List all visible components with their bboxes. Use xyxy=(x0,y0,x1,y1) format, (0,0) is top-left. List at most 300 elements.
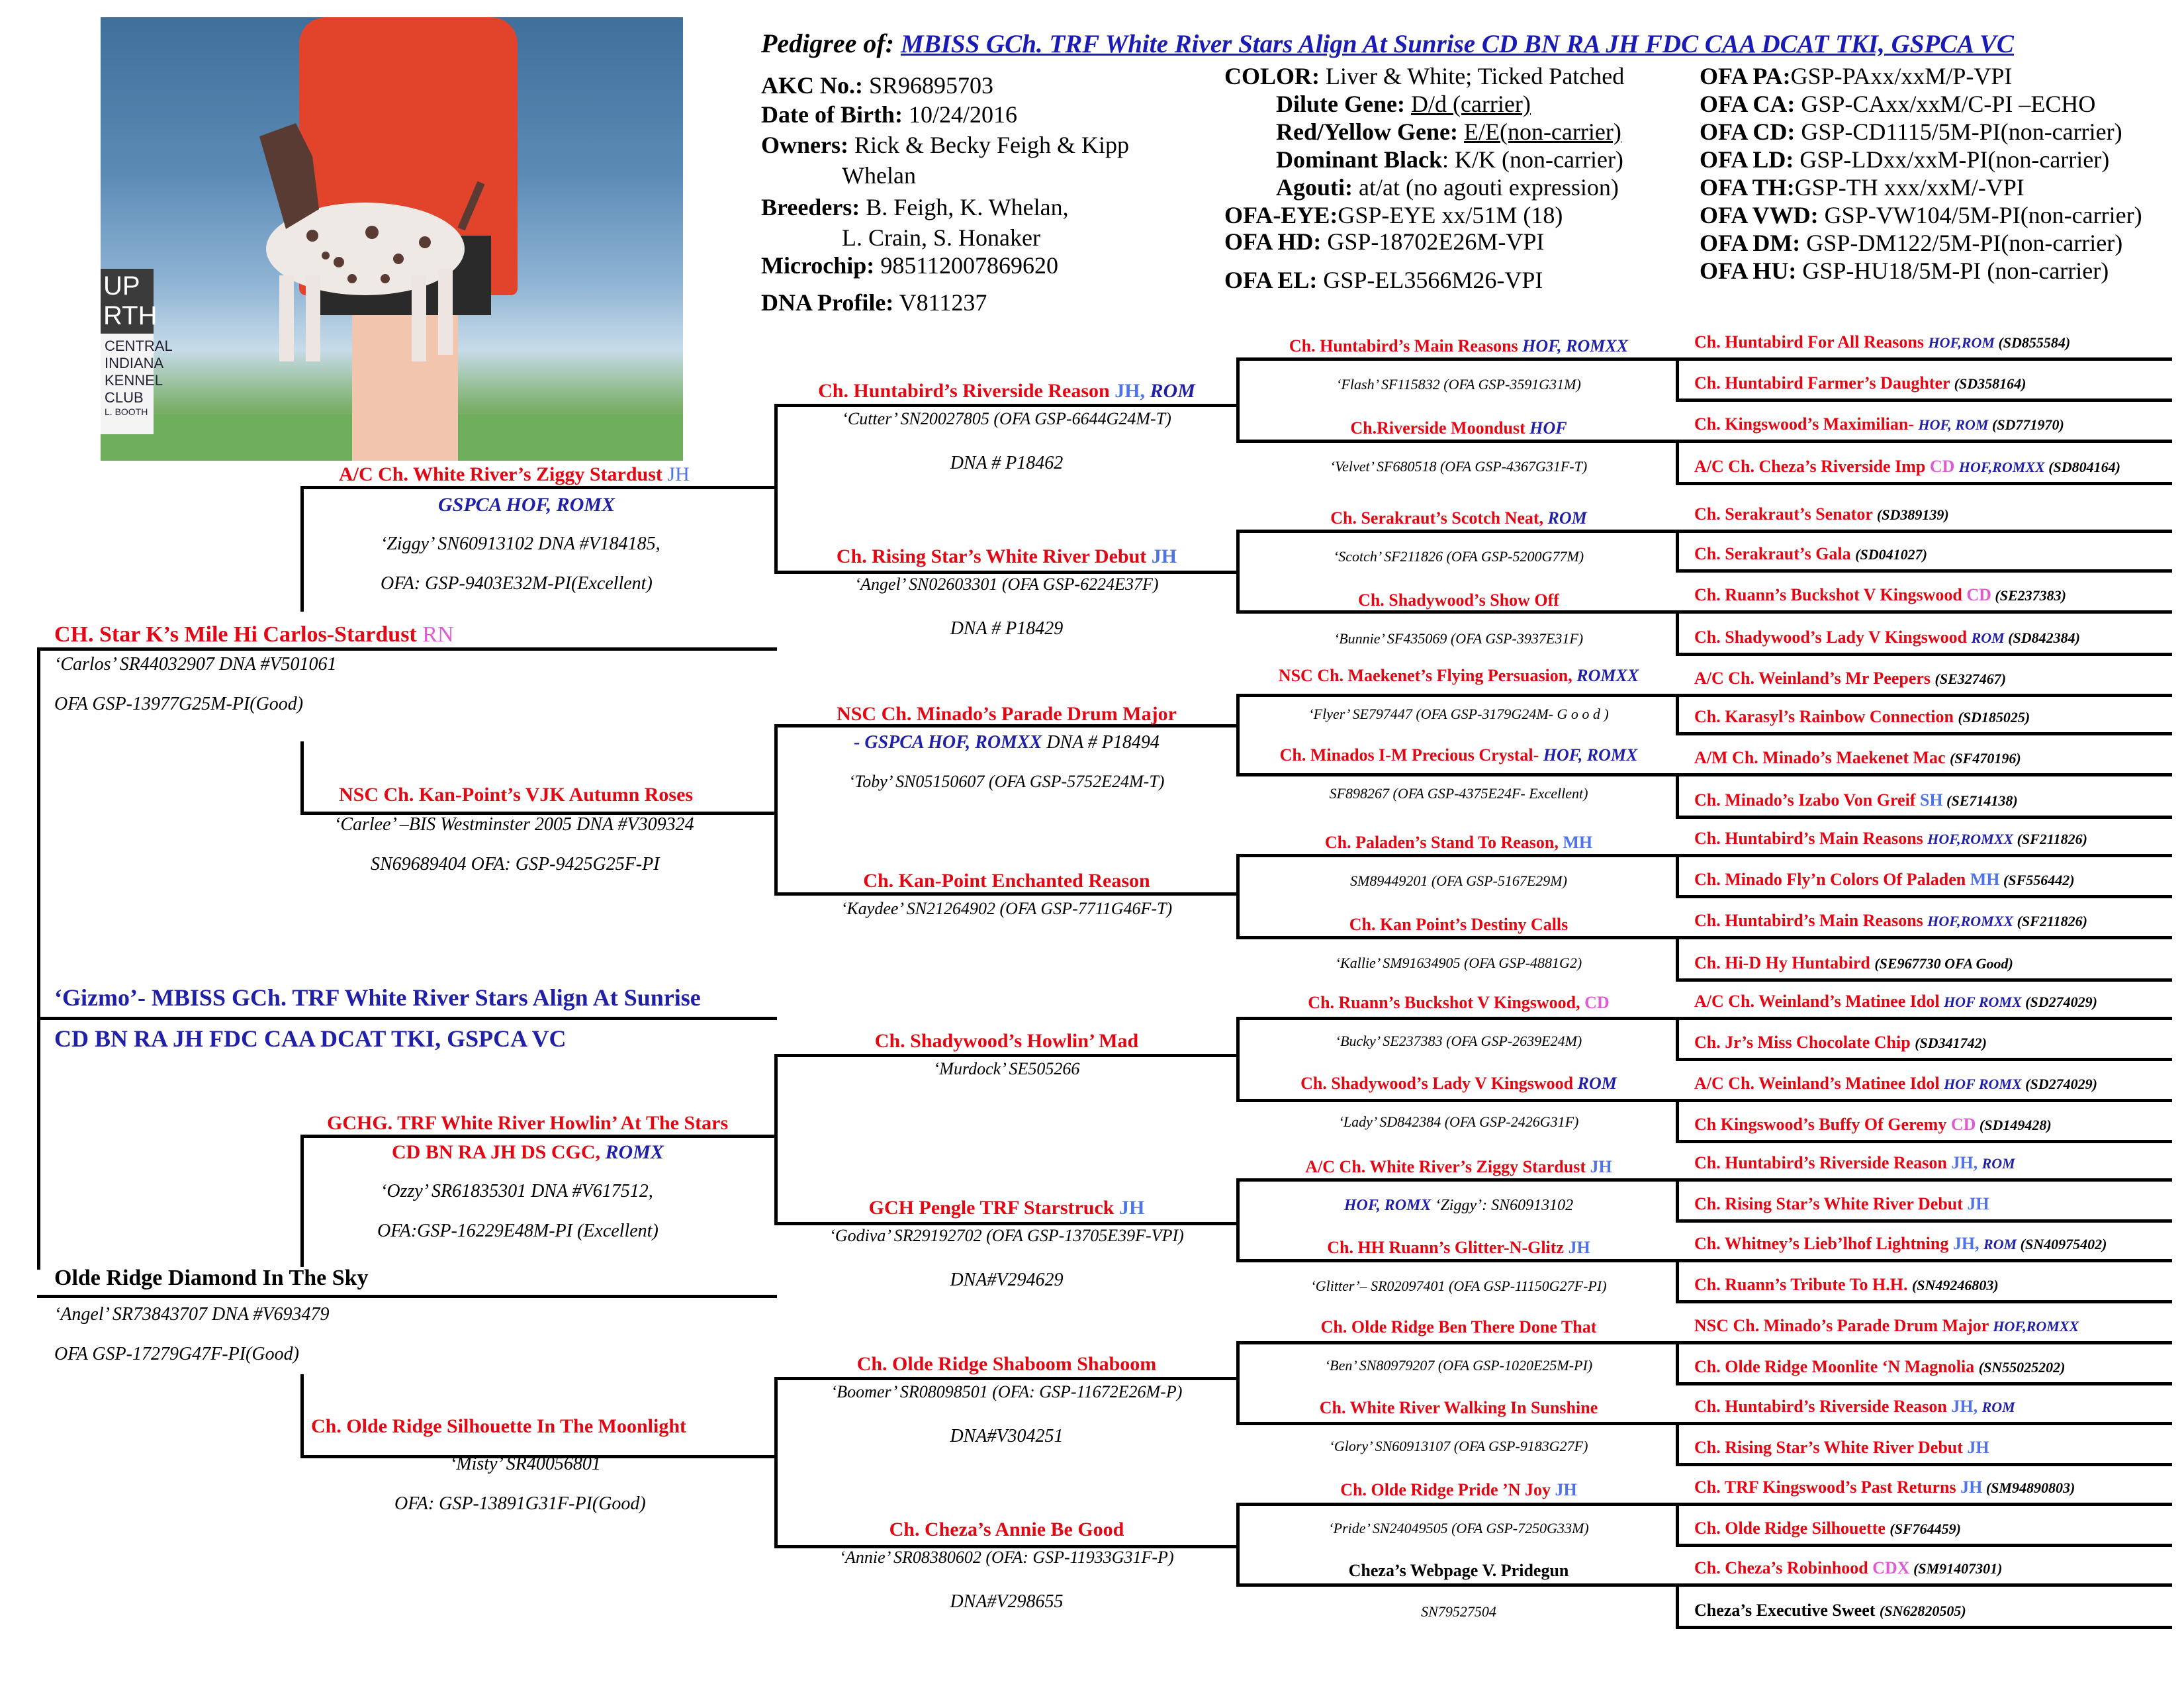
gen2-ds-titles-text: CD BN RA JH DS CGC, xyxy=(392,1141,606,1163)
show-sign xyxy=(101,269,173,434)
gen5-name xyxy=(1694,373,2026,393)
gen2-ss-name: A/C Ch. White River’s Ziggy Stardust xyxy=(339,463,662,485)
tree-line xyxy=(1676,1382,2172,1385)
gen5-reg: (SD855584) xyxy=(1994,334,2071,351)
gen4-reg: SM89449201 (OFA GSP-5167E29M) xyxy=(1350,872,1567,889)
tree-line xyxy=(774,404,1238,407)
gen5-name-text: Ch. Kingswood’s Maximilian- xyxy=(1694,414,1919,434)
tree-line xyxy=(1236,530,1677,533)
gen5-name-text: Ch. Minado Fly’n Colors Of Paladen xyxy=(1694,870,1970,889)
dna-value: V811237 xyxy=(899,289,987,316)
gen5-name xyxy=(1694,1194,1989,1214)
tree-line xyxy=(1236,694,1240,773)
tree-line xyxy=(300,741,304,814)
gen5-reg: (SD149428) xyxy=(1976,1117,2052,1133)
gen5-title-jh: JH, xyxy=(1952,1234,1984,1253)
gen4-name-text: Ch. Ruann’s Buckshot V Kingswood, xyxy=(1308,993,1585,1012)
ofa-label: OFA TH: xyxy=(1700,174,1795,201)
gen5-title: HOF,ROMXX xyxy=(1927,831,2014,847)
ofa-label: OFA CD: xyxy=(1700,118,1796,145)
gen5-reg: (SM91407301) xyxy=(1909,1560,2003,1577)
gen5-name-text: Ch. TRF Kingswood’s Past Returns xyxy=(1694,1477,1961,1497)
gen5-name xyxy=(1694,1357,2066,1377)
gen5-reg: (SN55025202) xyxy=(1978,1359,2066,1376)
gen5-name xyxy=(1694,1519,1961,1538)
tree-line xyxy=(1676,1017,2172,1020)
gen4-name xyxy=(1240,1561,1677,1581)
tree-line xyxy=(300,1135,776,1138)
tree-line xyxy=(1676,1259,2172,1262)
gen4-name xyxy=(1240,915,1677,935)
gen5-name xyxy=(1694,1438,1989,1458)
tree-line xyxy=(1676,1583,2172,1587)
gen2-ss-ofa: OFA: GSP-9403E32M-PI(Excellent) xyxy=(381,573,653,594)
gen3-name-text: Ch. Shadywood’s Howlin’ Mad xyxy=(874,1030,1139,1052)
gen4-name xyxy=(1240,1398,1677,1418)
sign-line: CENTRAL xyxy=(105,338,173,354)
gen5-name xyxy=(1694,457,2120,477)
gen5-title-cd: CD xyxy=(1966,585,1991,604)
tree-line xyxy=(1676,440,2172,443)
tree-line xyxy=(1676,773,2172,776)
gen5-reg: (SE714138) xyxy=(1942,792,2018,809)
tree-line xyxy=(1236,440,1677,443)
gen3-reg: ‘Murdock’ SE505266 xyxy=(933,1059,1080,1078)
gen5-name-text: Ch. Huntabird’s Main Reasons xyxy=(1694,829,1928,848)
ofa-value: GSP-HU18/5M-PI (non-carrier) xyxy=(1802,258,2109,284)
gen5-name xyxy=(1694,1115,2052,1135)
gen5-title-cd: CD xyxy=(1929,457,1959,476)
gen4-name-text: Ch. Kan Point’s Destiny Calls xyxy=(1349,915,1569,934)
gen4-title: HOF, ROMXX xyxy=(1522,336,1629,355)
gen5-title-jh: JH, xyxy=(1951,1153,1982,1172)
tree-line xyxy=(1236,530,1240,610)
ofa-row xyxy=(1700,201,2142,229)
gen5-name xyxy=(1694,992,2097,1011)
redyellow-label: Red/Yellow Gene: xyxy=(1276,118,1458,145)
ofa-el-row xyxy=(1224,266,1543,294)
gen5-name-text: Ch. Olde Ridge Silhouette xyxy=(1694,1519,1890,1538)
owners-label: Owners: xyxy=(761,132,848,158)
gen4-name xyxy=(1240,508,1677,528)
gen4-honors-text: HOF, ROMX xyxy=(1343,1197,1432,1214)
gen5-name-text: Ch. Huntabird’s Riverside Reason xyxy=(1694,1153,1952,1172)
gen5-reg: (SD185025) xyxy=(1958,709,2030,726)
gen3-reg: ‘Boomer’ SR08098501 (OFA: GSP-11672E26M-P) xyxy=(831,1382,1183,1401)
tree-line xyxy=(37,1017,777,1020)
gen4-reg: ‘Ben’ SN80979207 (OFA GSP-1020E25M-PI) xyxy=(1324,1357,1593,1374)
ofa-el-label: OFA EL: xyxy=(1224,267,1318,293)
gen5-reg: (SN40975402) xyxy=(2017,1236,2107,1252)
gen4-name-text: Ch. White River Walking In Sunshine xyxy=(1319,1398,1598,1417)
gen5-name xyxy=(1694,953,2013,973)
domblack-row xyxy=(1276,146,1623,173)
gen5-name-text: Ch. Minado’s Izabo Von Greif xyxy=(1694,790,1920,810)
tree-line xyxy=(1236,773,1677,776)
gen4-name xyxy=(1240,1480,1677,1500)
gen5-title-jh: JH xyxy=(1960,1477,1983,1497)
gen4-name-text: Ch. Shadywood’s Show Off xyxy=(1358,590,1559,610)
sign-line: INDIANA xyxy=(105,355,164,371)
breeders-label: Breeders: xyxy=(761,194,860,220)
gen2-ss xyxy=(339,463,690,486)
tree-line xyxy=(300,1374,304,1458)
tree-line xyxy=(1676,1422,2172,1425)
gen3-dna: DNA # P18429 xyxy=(950,618,1064,639)
gen3-reg: ‘Angel’ SN02603301 (OFA GSP-6224E37F) xyxy=(854,575,1159,594)
ofa-hd-row xyxy=(1224,228,1544,256)
gen5-name-text: Ch. Ruann’s Tribute To H.H. xyxy=(1694,1275,1912,1294)
dilute-row xyxy=(1276,90,1531,118)
ofa-eye-label: OFA-EYE: xyxy=(1224,202,1338,228)
gen4-reg: SF898267 (OFA GSP-4375E24F- Excellent) xyxy=(1329,785,1588,802)
gen5-name-text: Ch. Hi-D Hy Huntabird xyxy=(1694,953,1875,972)
sire-name xyxy=(54,622,454,647)
breeders-row xyxy=(761,193,1069,221)
tree-line xyxy=(1676,1341,2172,1344)
gen4-name xyxy=(1240,993,1677,1013)
gen2-ss-honors: GSPCA HOF, ROMX xyxy=(438,494,615,516)
gen5-reg: (SF556442) xyxy=(1999,872,2075,888)
gen5-title: HOF,ROMXX xyxy=(1958,459,2045,475)
tree-line xyxy=(1236,357,1677,361)
akc-row xyxy=(761,71,993,99)
gen3-dna: DNA#V294629 xyxy=(950,1270,1064,1290)
gen3-name xyxy=(778,703,1235,726)
gen5-name-text: Ch. Shadywood’s Lady V Kingswood xyxy=(1694,628,1972,647)
gen5-name-text: Ch Kingswood’s Buffy Of Geremy xyxy=(1694,1115,1951,1134)
gen5-reg: (SF211826) xyxy=(2013,913,2087,929)
gen3-title: JH xyxy=(1151,545,1177,567)
dob-value: 10/24/2016 xyxy=(908,101,1017,128)
gen4-title: JH xyxy=(1568,1238,1590,1257)
gen5-name xyxy=(1694,1033,1987,1053)
tree-line xyxy=(1676,816,2172,819)
gen3-name-text: Ch. Cheza’s Annie Be Good xyxy=(889,1519,1124,1540)
tree-line xyxy=(1676,1219,2172,1223)
ofa-label: OFA HU: xyxy=(1700,258,1797,284)
gen5-title-jh: JH, xyxy=(1951,1397,1982,1416)
gen5-name xyxy=(1694,748,2021,768)
gen2-sd-ofa: SN69689404 OFA: GSP-9425G25F-PI xyxy=(371,854,660,874)
gen5-name xyxy=(1694,707,2030,727)
color-value: Liver & White; Ticked Patched xyxy=(1326,63,1625,89)
akc-label: AKC No.: xyxy=(761,72,863,99)
dam-reg: ‘Angel’ SR73843707 DNA #V693479 xyxy=(54,1304,330,1325)
gen4-honors xyxy=(1240,1197,1677,1215)
gen5-reg: (SD341742) xyxy=(1915,1035,1987,1051)
gen3-name-text: Ch. Rising Star’s White River Debut xyxy=(836,545,1152,567)
gen5-reg: (SF470196) xyxy=(1950,750,2021,767)
gen3-honors-text: - GSPCA HOF, ROMXX xyxy=(854,732,1042,753)
gen5-title: HOF, ROM xyxy=(1918,416,1989,433)
gen5-name-text: Ch. Whitney’s Lieb’lhof Lightning xyxy=(1694,1234,1953,1253)
gen4-title: HOF, ROMX xyxy=(1543,745,1638,765)
tree-line xyxy=(1676,1544,2172,1547)
tree-line xyxy=(1236,1422,1677,1425)
tree-line xyxy=(1676,978,2172,982)
dna-label: DNA Profile: xyxy=(761,289,894,316)
gen3-dna: DNA # P18462 xyxy=(950,453,1064,473)
gen2-ds-romx: ROMX xyxy=(605,1141,664,1163)
gen3-name xyxy=(778,1030,1235,1053)
gen5-title: HOF,ROM xyxy=(1928,334,1995,351)
tree-line xyxy=(1676,357,2172,361)
gen5-name-text: A/C Ch. Weinland’s Matinee Idol xyxy=(1694,992,1944,1011)
gen5-name-text: Cheza’s Executive Sweet xyxy=(1694,1601,1880,1620)
gen3-reg: ‘Annie’ SR08380602 (OFA: GSP-11933G31F-P) xyxy=(839,1548,1174,1567)
dam-ofa: OFA GSP-17279G47F-PI(Good) xyxy=(54,1344,299,1364)
gen4-reg: ‘Glory’ SN60913107 (OFA GSP-9183G27F) xyxy=(1329,1438,1588,1454)
gen5-name xyxy=(1694,332,2070,352)
gen3-name xyxy=(778,870,1235,892)
gen4-title: MH xyxy=(1563,833,1593,852)
gen4-title: HOF xyxy=(1529,418,1567,438)
title-prefix: Pedigree of: xyxy=(761,28,895,58)
gen3-name xyxy=(778,1519,1235,1541)
gen3-name xyxy=(778,380,1235,402)
gen5-name xyxy=(1694,1397,2015,1417)
gen5-name xyxy=(1694,669,2006,688)
gen4-name xyxy=(1240,833,1677,853)
gen4-name xyxy=(1240,1317,1677,1337)
gen3-name-text: NSC Ch. Minado’s Parade Drum Major xyxy=(837,703,1177,725)
dilute-label: Dilute Gene: xyxy=(1276,91,1405,117)
gen5-name-text: Ch. Jr’s Miss Chocolate Chip xyxy=(1694,1033,1915,1052)
gen4-reg: ‘Flyer’ SE797447 (OFA GSP-3179G24M- G o o d ) xyxy=(1308,706,1609,722)
title-dog-name[interactable]: MBISS GCh. TRF White River Stars Align At Sunrise CD BN RA JH FDC CAA DCAT TKI, GSPCA VC xyxy=(901,30,2014,58)
gen4-name-text: Ch. Olde Ridge Ben There Done That xyxy=(1320,1317,1597,1336)
gen4-reg: ‘Lady’ SD842384 (OFA GSP-2426G31F) xyxy=(1338,1113,1579,1130)
gen3-dna: DNA#V298655 xyxy=(950,1591,1064,1612)
gen4-reg: SN79527504 xyxy=(1421,1603,1496,1620)
gen5-title: HOF ROMX xyxy=(1944,994,2022,1010)
tree-line xyxy=(1236,1099,1677,1102)
gen3-name xyxy=(778,1353,1235,1376)
tree-line xyxy=(1676,1058,2172,1061)
gen5-name xyxy=(1694,544,1927,564)
gen4-name-text: Ch. HH Ruann’s Glitter-N-Glitz xyxy=(1327,1238,1569,1257)
gen4-name-text: Ch. Minados I-M Precious Crystal- xyxy=(1279,745,1543,765)
gen5-name-text: Ch. Serakraut’s Senator xyxy=(1694,504,1877,524)
gen5-name xyxy=(1694,870,2075,890)
gen3-reg: ‘Godiva’ SR29192702 (OFA GSP-13705E39F-VPI) xyxy=(829,1226,1184,1245)
gen3-name-text: Ch. Kan-Point Enchanted Reason xyxy=(863,870,1150,892)
gen2-dd-reg: ‘Misty’ SR40056801 xyxy=(450,1454,601,1474)
gen3-reg: ‘Cutter’ SN20027805 (OFA GSP-6644G24M-T) xyxy=(842,409,1171,428)
ofa-row xyxy=(1700,257,2109,285)
gen4-reg: ‘Kallie’ SM91634905 (OFA GSP-4881G2) xyxy=(1335,955,1582,971)
owners-row xyxy=(761,131,1129,159)
color-row xyxy=(1224,62,1624,90)
gen4-name xyxy=(1240,745,1677,765)
gen5-name-text: Ch. Olde Ridge Moonlite ‘N Magnolia xyxy=(1694,1357,1979,1376)
microchip-row xyxy=(761,252,1058,279)
gen5-reg: (SM94890803) xyxy=(1982,1479,2075,1496)
gen5-title: HOF,ROMXX xyxy=(1993,1318,2079,1335)
gen5-reg: (SD041027) xyxy=(1855,546,1927,563)
gen2-ds-ofa: OFA:GSP-16229E48M-PI (Excellent) xyxy=(377,1221,659,1241)
gen5-title-jh: MH xyxy=(1970,870,2000,889)
tree-line xyxy=(774,1377,1238,1380)
ofa-label: OFA DM: xyxy=(1700,230,1801,256)
gen4-name-text: Ch. Paladen’s Stand To Reason, xyxy=(1324,833,1563,852)
dna-row xyxy=(761,289,987,316)
ofa-value: GSP-LDxx/xxM-PI(non-carrier) xyxy=(1799,146,2110,173)
gen3-name xyxy=(778,545,1235,568)
gen5-name-text: NSC Ch. Minado’s Parade Drum Major xyxy=(1694,1316,1993,1335)
gen5-name xyxy=(1694,911,2087,931)
gen4-title: JH xyxy=(1590,1157,1612,1176)
gen5-reg: (SN49246803) xyxy=(1911,1277,1999,1293)
tree-line xyxy=(774,724,778,892)
gen5-name xyxy=(1694,628,2080,647)
tree-line xyxy=(300,486,776,489)
gen4-name xyxy=(1240,336,1677,356)
gen5-reg: (SD389139) xyxy=(1876,506,1949,523)
gen5-reg: (SD358164) xyxy=(1954,375,2026,392)
breeders-value: B. Feigh, K. Whelan, xyxy=(866,194,1069,220)
akc-value: SR96895703 xyxy=(868,72,994,99)
dob-label: Date of Birth: xyxy=(761,101,903,128)
ofa-row xyxy=(1700,90,2095,118)
tree-line xyxy=(1676,530,2172,533)
tree-line xyxy=(1676,653,2172,656)
gen5-name xyxy=(1694,1234,2107,1254)
subject-name: ‘Gizmo’- MBISS GCh. TRF White River Stars Align At Sunrise xyxy=(54,984,701,1011)
tree-line xyxy=(1676,610,2172,614)
gen3-title: JH xyxy=(1118,1197,1145,1219)
ofa-hd-label: OFA HD: xyxy=(1224,228,1322,255)
gen5-name-text: Ch. Rising Star’s White River Debut xyxy=(1694,1194,1968,1213)
tree-line xyxy=(1236,1017,1240,1099)
sign-line: KENNEL xyxy=(105,372,163,389)
gen2-ds-titles xyxy=(392,1141,664,1164)
gen4-title: JH xyxy=(1555,1480,1577,1499)
gen4-reg: ‘Bucky’ SE237383 (OFA GSP-2639E24M) xyxy=(1335,1033,1582,1049)
gen3-reg: ‘Toby’ SN05150607 (OFA GSP-5752E24M-T) xyxy=(848,772,1165,791)
tree-line xyxy=(1236,1017,1677,1020)
gen4-title: ROMXX xyxy=(1576,666,1639,685)
gen3-dna: DNA#V304251 xyxy=(950,1426,1064,1446)
gen2-ss-title: JH xyxy=(667,463,690,485)
tree-line xyxy=(1676,1626,2172,1629)
gen4-title: ROM xyxy=(1577,1074,1617,1093)
ofa-row xyxy=(1700,118,2122,146)
gen5-name-text: Ch. Huntabird’s Main Reasons xyxy=(1694,911,1928,930)
gen5-name xyxy=(1694,1477,2075,1497)
gen5-title-jh: JH xyxy=(1967,1194,1989,1213)
tree-line xyxy=(1236,1341,1677,1344)
gen5-name-text: Ch. Karasyl’s Rainbow Connection xyxy=(1694,707,1958,726)
breeders-row-2: L. Crain, S. Honaker xyxy=(842,224,1040,251)
ofa-hd-value: GSP-18702E26M-VPI xyxy=(1327,228,1545,255)
sire-title: RN xyxy=(422,622,454,647)
gen4-name-text: A/C Ch. White River’s Ziggy Stardust xyxy=(1305,1157,1590,1176)
gen4-reg: ‘Velvet’ SF680518 (OFA GSP-4367G31F-T) xyxy=(1330,458,1588,475)
gen4-reg: ‘Bunnie’ SF435069 (OFA GSP-3937E31F) xyxy=(1334,630,1584,647)
dog-photo xyxy=(101,17,683,461)
tree-line xyxy=(1676,1099,2172,1102)
gen5-name xyxy=(1694,1074,2097,1094)
gen3-name xyxy=(778,1197,1235,1219)
sign-small: L. BOOTH xyxy=(105,406,148,417)
gen5-name-text: Ch. Huntabird For All Reasons xyxy=(1694,332,1929,352)
gen4-title: ROM xyxy=(1547,508,1587,528)
gen5-name-text: Ch. Huntabird’s Riverside Reason xyxy=(1694,1397,1952,1416)
gen5-name xyxy=(1694,1153,2015,1173)
gen5-name-text: Ch. Huntabird Farmer’s Daughter xyxy=(1694,373,1954,393)
gen5-name-text: Ch. Rising Star’s White River Debut xyxy=(1694,1438,1968,1457)
gen4-name xyxy=(1240,418,1677,438)
gen5-name-text: A/C Ch. Cheza’s Riverside Imp xyxy=(1694,457,1930,476)
gen4-reg: ‘Flash’ SF115832 (OFA GSP-3591G31M) xyxy=(1336,376,1581,393)
gen5-title: ROM xyxy=(1981,1399,2015,1415)
tree-line xyxy=(1676,1140,2172,1143)
gen4-name xyxy=(1240,1074,1677,1094)
gen5-reg: (SD771970) xyxy=(1988,416,2064,433)
gen5-title-cd: CDX xyxy=(1872,1558,1910,1577)
gen5-name-text: A/C Ch. Weinland’s Mr Peepers xyxy=(1694,669,1935,688)
gen5-reg: (SF211826) xyxy=(2013,831,2087,847)
tree-line xyxy=(1236,694,1677,697)
tree-line xyxy=(774,1222,1238,1225)
gen4-name xyxy=(1240,666,1677,686)
owners-value: Rick & Becky Feigh & Kipp xyxy=(854,132,1129,158)
gen3-reg: ‘Kaydee’ SN21264902 (OFA GSP-7711G46F-T) xyxy=(841,899,1173,918)
gen4-name-text: Ch. Olde Ridge Pride ’N Joy xyxy=(1340,1480,1555,1499)
tree-line xyxy=(1236,936,1677,939)
sign-line: CLUB xyxy=(105,389,144,406)
agouti-label: Agouti: xyxy=(1276,174,1353,201)
gen4-reg: ‘Ziggy’: SN60913102 xyxy=(1431,1197,1574,1214)
tree-line xyxy=(1236,1503,1240,1583)
ofa-value: GSP-CAxx/xxM/C-PI –ECHO xyxy=(1801,91,2096,117)
tree-line xyxy=(37,647,777,651)
gen5-title: ROM xyxy=(1983,1236,2017,1252)
tree-line xyxy=(1236,1259,1677,1262)
gen5-title: ROM xyxy=(1971,630,2005,646)
ofa-eye-value: GSP-EYE xx/51M (18) xyxy=(1338,202,1563,228)
owners-row-2: Whelan xyxy=(842,162,916,189)
gen5-name xyxy=(1694,1601,1966,1620)
microchip-label: Microchip: xyxy=(761,252,875,279)
gen4-name-text: Ch. Serakraut’s Scotch Neat, xyxy=(1330,508,1548,528)
tree-line xyxy=(1236,1178,1677,1182)
redyellow-row xyxy=(1276,118,1621,146)
gen5-title: HOF,ROMXX xyxy=(1927,913,2014,929)
tree-line xyxy=(774,571,1238,574)
gen5-name xyxy=(1694,585,2066,605)
gen2-dd-name: Ch. Olde Ridge Silhouette In The Moonlight xyxy=(311,1415,687,1437)
tree-line xyxy=(1676,895,2172,898)
sign-title: UP RTH xyxy=(101,269,154,334)
gen5-title-cd: CD xyxy=(1950,1115,1976,1134)
ofa-value: GSP-PAxx/xxM/P-VPI xyxy=(1790,63,2013,89)
gen3-dna: DNA # P18494 xyxy=(1042,732,1160,753)
dilute-value: D/d (carrier) xyxy=(1410,91,1531,117)
gen5-reg: (SD804164) xyxy=(2044,459,2120,475)
dob-row xyxy=(761,101,1017,128)
gen5-name xyxy=(1694,829,2087,849)
ofa-value: GSP-CD1115/5M-PI(non-carrier) xyxy=(1801,118,2122,145)
tree-line xyxy=(37,1295,777,1298)
tree-line xyxy=(1676,936,2172,939)
gen5-name xyxy=(1694,790,2018,810)
sire-name-text: CH. Star K’s Mile Hi Carlos-Stardust xyxy=(54,622,417,647)
gen5-reg: (SD274029) xyxy=(2021,1076,2097,1092)
agouti-value: at/at (no agouti expression) xyxy=(1359,174,1619,201)
